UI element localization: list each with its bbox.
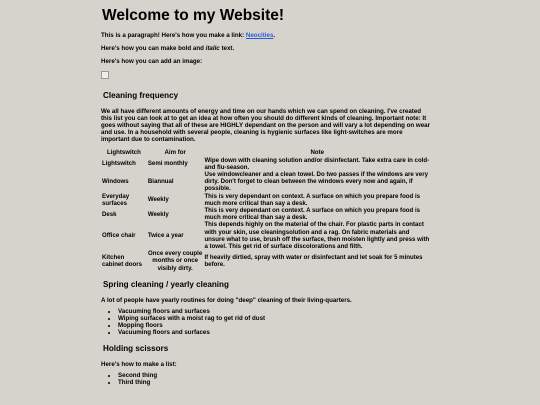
bold-italic-prefix: Here's how you can make bold and [101,45,204,53]
spring-list [101,308,431,336]
item-cell: Kitchen cabinet doors [102,253,142,269]
scissors-list [101,372,431,386]
intro-paragraph [101,32,431,39]
list-item: • Vacuuming floors and surfaces [118,329,431,336]
aim-cell: Weekly [147,196,169,204]
cleaning-description: We all have different amounts of energy and time on our hands which we can spend on cleaning. I've created this list you can look at to get an idea at how often you should do different kinds of cleaning. Important note: It goes without saying that all of these are HIGHLY dependant on the person and will vary a lot depending on wear and use. In a household with several people, cleaning is hygienic surfaces like light-switches are more important due to contamination. [101,107,431,144]
item-cell: Everyday surfaces [102,192,130,207]
content [101,0,431,386]
table-row [101,171,431,193]
link-suffix: . [273,32,276,39]
aim-cell: Once every couple months or once visibly dirty. [148,250,203,272]
item-cell: Office chair [102,232,136,240]
item-cell: Lightswitch [102,160,136,168]
scissors-description: Here's how to make a list: [101,361,177,369]
bold-italic-paragraph [101,45,431,52]
cleaning-table [101,148,431,272]
scissors-heading: Holding scissors [103,344,169,354]
broken-image-icon [101,71,109,79]
bold-italic-suffix: text. [221,45,235,53]
table-header-row [101,148,431,157]
link-prefix: This is a paragraph! Here's how you make a link: [101,32,245,39]
list-item: • Wiping surfaces with a moist rag to get rid of dust [118,315,431,322]
aim-cell: Biannual [147,178,174,186]
table-row [101,250,431,272]
column-header: Aim for [164,148,186,156]
spring-heading: Spring cleaning / yearly cleaning [103,279,229,289]
aim-cell: Twice a year [147,232,184,240]
table-row [101,207,431,221]
note-cell: This is very dependant on context. A surface on which you prepare food is much more critical than say a desk. [204,207,421,222]
list-item: • Vacuuming floors and surfaces [118,308,431,315]
list-item: • Mopping floors [118,322,431,329]
table-row [101,221,431,250]
table-row [101,157,431,171]
italic-word: italic [205,45,220,53]
note-cell: Use windowcleaner and a clean towel. Do two passes if the windows are very dirty. Don't forget to clean between the windows every now and again, if possible. [204,171,428,193]
note-cell: This depends highly on the material of the chair. For plastic parts in contact with your skin, use cleaningsolution and a rag. On fabric materials and unsure what to use, brush off the surface, then moisten lightly and press with a towel. This get rid of surface discolorations and filth. [204,221,430,251]
note-cell: This is very dependant on context. A surface on which you prepare food is much more critical than say a desk. [204,192,421,207]
spring-description: A lot of people have yearly routines for doing "deep" cleaning of their living-quarters. [101,296,352,304]
list-item: • Second thing [118,372,431,379]
image-note: Here's how you can add an image: [101,58,203,66]
cleaning-heading: Cleaning frequency [103,90,179,100]
item-cell: Windows [102,178,129,186]
list-item: • Third thing [118,379,431,386]
column-header: Note [310,148,324,156]
item-cell: Desk [102,210,117,218]
note-cell: Wipe down with cleaning solution and/or disinfectant. Take extra care in cold- and flu-season. [204,156,430,171]
column-header: Lightswitch [107,148,141,156]
aim-cell: Weekly [147,210,169,218]
note-cell: If heavily dirtied, spray with water or disinfectant and let soak for 5 minutes before. [204,253,423,269]
table-row [101,193,431,207]
page-title: Welcome to my Website! [102,7,285,24]
aim-cell: Semi monthly [147,160,188,168]
neocities-link[interactable]: Neocities [245,32,274,39]
